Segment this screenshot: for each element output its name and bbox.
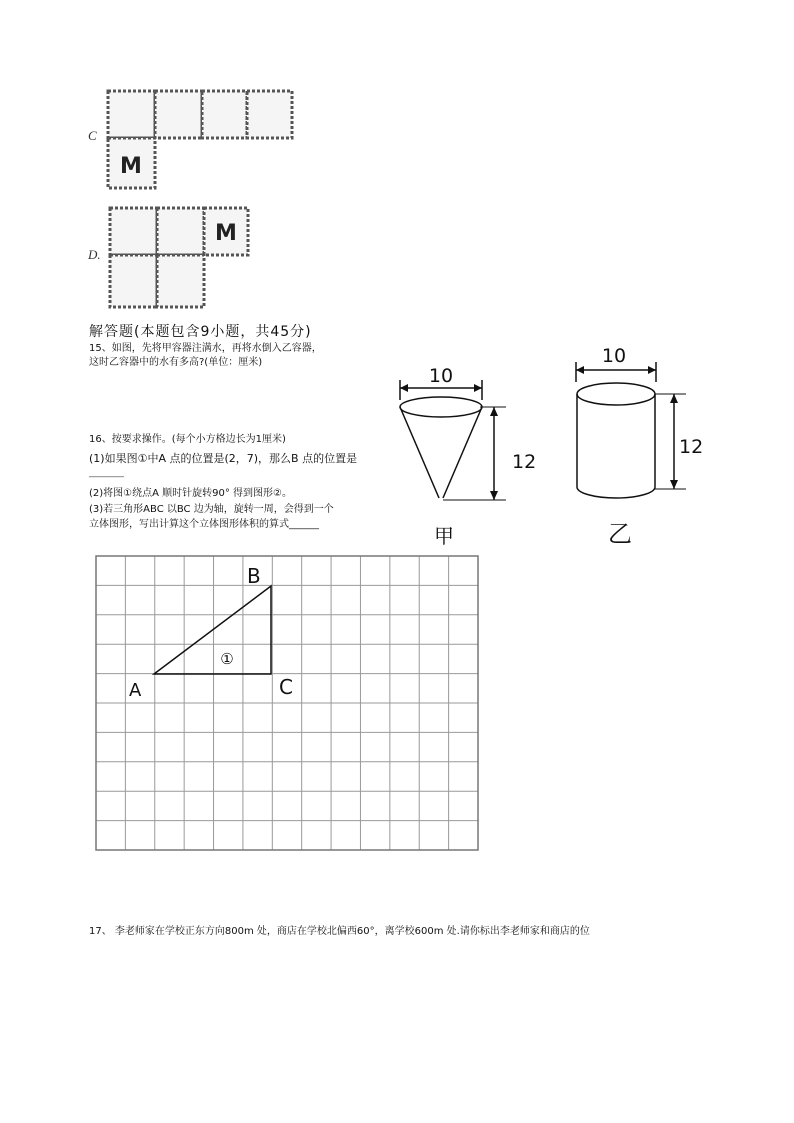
section-title: 解答题(本题包含9小题，共45分): [89, 324, 312, 340]
q16-title: 16、按要求操作。(每个小方格边长为1厘米): [89, 434, 286, 445]
cone-figure: [392, 360, 537, 550]
cylinder-figure: [568, 342, 708, 552]
option-d-label: D.: [88, 247, 101, 262]
triangle-abc: [154, 586, 271, 674]
cone-width-label: 10: [428, 365, 454, 387]
grid-lines: [96, 556, 478, 850]
cylinder-height-label: 12: [679, 436, 704, 458]
net-d-mark: M: [215, 221, 237, 246]
grid-label-a: A: [129, 680, 142, 701]
cylinder-top-ellipse: [577, 383, 655, 405]
net-c-mark: M: [120, 154, 142, 179]
q15-line2: 这时乙容器中的水有多高?(单位：厘米): [89, 357, 263, 368]
cone-height-label: 12: [512, 451, 537, 473]
net-d-square-4: [110, 255, 157, 307]
triangle-shape-mark: ①: [220, 650, 234, 668]
net-d-square-2: [157, 208, 204, 255]
cone-top-ellipse: [400, 397, 482, 417]
grid-label-b: B: [247, 564, 261, 588]
option-d-net: [106, 205, 252, 311]
option-c-label: C: [88, 128, 97, 143]
q16-blank: _______: [89, 467, 124, 478]
net-d-square-5: [157, 255, 204, 307]
net-c-square-4: [247, 91, 292, 138]
cylinder-bottom-arc: [577, 487, 655, 498]
cone-right-side: [443, 407, 482, 498]
grid-figure: [92, 552, 484, 856]
q15-line1: 15、如图，先将甲容器注满水，再将水倒入乙容器，: [89, 343, 322, 354]
cone-caption: 甲: [434, 524, 454, 548]
net-c-square-1: [108, 91, 155, 138]
cylinder-caption: 乙: [608, 520, 632, 548]
net-c-square-3: [202, 91, 247, 138]
cylinder-width-label: 10: [601, 345, 627, 367]
q16-part3a: (3)若三角形ABC 以BC 边为轴，旋转一周，会得到一个: [89, 504, 334, 515]
q16-part3b: 立体图形，写出计算这个立体图形体积的算式______: [89, 519, 319, 530]
cone-left-side: [400, 407, 439, 498]
q16-part2: (2)将图①绕点A 顺时针旋转90° 得到图形②。: [89, 488, 293, 499]
q16-part1: (1)如果图①中A 点的位置是(2，7)，那么B 点的位置是: [89, 452, 358, 465]
option-c-net: [104, 88, 296, 192]
net-d-square-1: [110, 208, 157, 255]
grid-label-c: C: [279, 675, 293, 699]
net-c-square-2: [155, 91, 202, 138]
q17-text: 17、 李老师家在学校正东方向800m 处，商店在学校北偏西60°，离学校600m 处.请你标出李老师家和商店的位: [89, 926, 590, 937]
